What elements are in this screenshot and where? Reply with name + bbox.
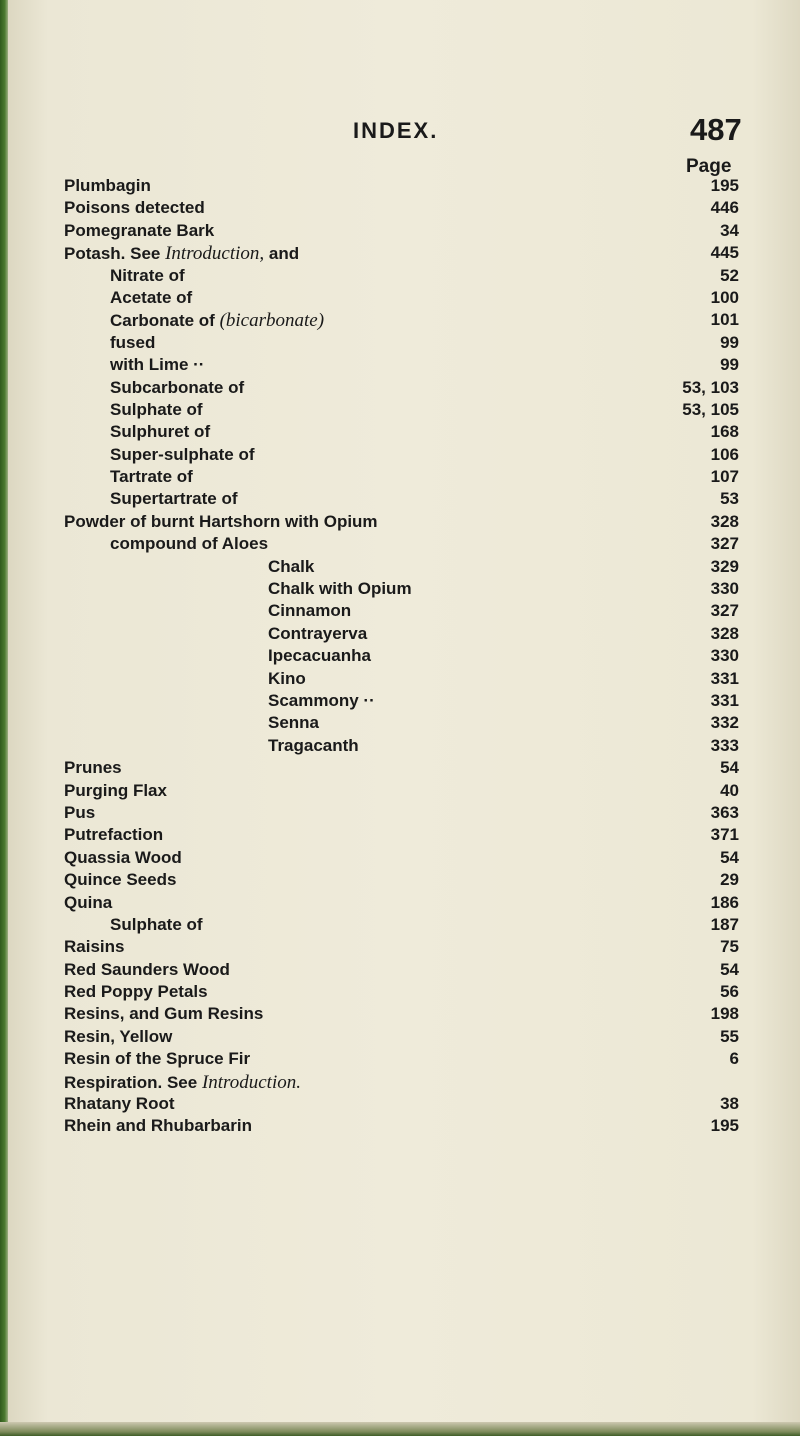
index-entry [0,646,800,668]
index-entry [0,893,800,915]
index-entry-label [64,870,176,890]
index-entry-label [64,1004,263,1024]
index-entry-page: 40 [720,780,739,800]
index-entry-label [64,243,299,265]
index-entry-label [64,1116,252,1136]
index-entry-label [268,713,319,733]
index-entry [0,1027,800,1049]
index-entry-label [110,266,185,286]
index-entry-page: 187 [710,914,739,934]
index-entry [0,422,800,444]
index-entry-page: 54 [720,959,739,979]
index-entry-label [268,579,412,599]
index-entry-page: 52 [720,265,739,285]
index-entry [0,1072,800,1094]
index-entry-label [268,601,351,621]
index-entry-text: Rhein and Rhubarbarin [64,1116,252,1136]
index-entry-text: Sulphate of [110,914,203,934]
index-entry [0,669,800,691]
index-entry-label [110,422,210,442]
index-entry-text: Nitrate of [110,265,185,285]
index-entry-text: Pus [64,802,96,822]
index-entry-italic-text: Introduction, [165,243,265,265]
index-entry-text: Sulphate of [110,399,203,419]
index-entry-text: Poisons detected [64,198,205,218]
index-entry-text: Ipecacuanha [268,646,371,666]
index-entry-text: Red Saunders Wood [64,959,230,979]
index-entry-page: 99 [720,332,739,352]
index-entry-text: Carbonate of [110,311,220,331]
index-entry-page: 198 [710,1004,739,1024]
index-entry [0,243,800,265]
index-entry-text: Powder of burnt Hartshorn with Opium [64,511,378,531]
index-entry-text: compound of Aloes [110,534,269,554]
index-entry-page: 54 [720,847,739,867]
index-entry-text: Red Poppy Petals [64,982,208,1002]
index-entry-label [64,1027,172,1047]
index-entry-page: 371 [710,825,739,845]
index-entry-text: Super-sulphate of [110,444,255,464]
index-entry [0,803,800,825]
index-entry [0,400,800,422]
index-entry-label [110,915,203,935]
index-entry-text: Quince Seeds [64,870,177,890]
index-entry-text: Raisins [64,937,125,957]
index-entry-label [110,333,155,353]
index-entry-page: 328 [710,623,739,643]
index-entry-text: Cinnamon [268,601,352,621]
index-entry-label [64,1094,175,1114]
index-entry [0,1094,800,1116]
index-entry-label [64,1072,301,1094]
index-entry-label [110,467,193,487]
index-entry-label [64,982,208,1002]
index-entry-label [110,310,324,332]
index-entry [0,601,800,623]
index-entry-text: Sulphuret of [110,422,211,442]
index-entry-text: Supertartrate of [110,489,238,509]
index-entry [0,691,800,713]
index-entry-page: 55 [720,1026,739,1046]
index-entry-label [64,848,182,868]
index-entry-text: Resin of the Spruce Fir [64,1049,251,1069]
index-entry [0,736,800,758]
index-entry-page: 327 [710,601,739,621]
index-entry-page: 107 [710,467,739,487]
index-entry-text: Contrayerva [268,623,368,643]
index-entry-text: Resin, Yellow [64,1026,173,1046]
index-entry-page: 53, 103 [682,377,739,397]
index-entry-page: 75 [720,937,739,957]
index-entry-label [64,1049,250,1069]
index-entry-text: Subcarbonate of [110,377,245,397]
index-entry-page: 38 [720,1094,739,1114]
index-entry-label [268,736,359,756]
index-entry-page: 445 [710,243,739,263]
index-entry-page: 54 [720,758,739,778]
index-entry-page: 195 [710,176,739,195]
index-entry-text: Quina [64,892,113,912]
index-entry [0,937,800,959]
index-entry [0,534,800,556]
index-entry-page: 106 [710,444,739,464]
index-entry [0,310,800,332]
index-entry-text: Potash. See [64,244,166,264]
index-entry-page: 331 [710,690,739,710]
index-entry-page: 330 [710,579,739,599]
index-entry-label [268,557,314,577]
index-entry-label [110,445,255,465]
index-entry-text: Rhatany Root [64,1094,175,1114]
index-entry [0,713,800,735]
index-entry-label [64,803,95,823]
index-entry [0,758,800,780]
index-entry-label [64,960,230,980]
index-entry-text-suffix: and [264,244,300,264]
index-entry-label [110,400,203,420]
index-entry-text: fused [110,332,156,352]
index-entry-page: 29 [720,870,739,890]
index-entry-text: Plumbagin [64,176,151,195]
index-entry [0,512,800,534]
index-entry-text: Tragacanth [268,735,359,755]
page-number: 487 [690,112,742,147]
index-entry [0,355,800,377]
index-entry-page: 327 [710,534,739,554]
index-entry-label [268,624,367,644]
index-entry-page: 101 [710,310,739,330]
index-entry-text: Resins, and Gum Resins [64,1004,264,1024]
index-entry-text: Scammony ·· [268,690,375,710]
index-entry-text: Prunes [64,758,122,778]
index-entry-text: Chalk [268,556,315,576]
index-entry-page: 329 [710,556,739,576]
index-entry-page: 186 [710,892,739,912]
index-entry-label [64,937,124,957]
index-entry-page: 99 [720,355,739,375]
index-entry [0,848,800,870]
index-entry-label [64,758,122,778]
index-entry-page: 34 [720,220,739,240]
index-entry-text: Tartrate of [110,467,193,487]
index-entry-label [64,893,112,913]
index-entry-label [110,489,238,509]
index-entry [0,489,800,511]
page-bottom-edge [0,1422,800,1436]
index-entry-page: 331 [710,668,739,688]
index-entry-label [64,781,167,801]
index-entry [0,557,800,579]
index-entry-text: Putrefaction [64,825,164,845]
index-entry [0,781,800,803]
index-entry [0,266,800,288]
index-entry-page: 330 [710,646,739,666]
index-entry-label [64,221,214,241]
index-entry-page: 328 [710,511,739,531]
index-entry-label [110,378,244,398]
index-entry [0,445,800,467]
index-entry-text: Senna [268,713,320,733]
page-column-heading: Page [686,156,732,177]
index-entry-label [64,825,163,845]
index-entry-text: Pomegranate Bark [64,220,215,240]
page-header [0,112,800,152]
index-entry-page: 363 [710,802,739,822]
index-entry-italic-text: (bicarbonate) [219,310,325,332]
index-entry-label [110,355,204,375]
index-entry-text: Kino [268,668,306,688]
index-entry-page: 446 [710,198,739,218]
index-entry [0,467,800,489]
index-entry [0,288,800,310]
index-entry-label [64,198,205,218]
index-entry-page: 168 [710,422,739,442]
index-entry-text: Respiration. See [64,1072,202,1092]
index-entry [0,198,800,220]
index-entry [0,1116,800,1138]
index-entry-label [268,646,371,666]
index-entry [0,1004,800,1026]
index-entry-label [268,669,306,689]
index-entry-italic-text: Introduction. [201,1071,301,1093]
running-head-title: INDEX. [353,118,439,143]
index-entry [0,1049,800,1071]
index-entry-page: 6 [729,1049,739,1069]
index-entry [0,960,800,982]
index-entry-list [0,176,800,1139]
index-entry-label [268,691,375,711]
index-entry-text: Acetate of [110,287,193,307]
index-entry [0,221,800,243]
index-entry [0,982,800,1004]
index-entry [0,870,800,892]
index-entry-page: 53 [720,489,739,509]
index-entry-text: with Lime ·· [110,355,205,375]
index-entry-page: 195 [710,1116,739,1136]
index-entry [0,624,800,646]
index-entry [0,915,800,937]
index-entry-label [110,534,268,554]
index-entry-text: Purging Flax [64,780,167,800]
index-entry-label [64,512,378,532]
index-entry-label [110,288,192,308]
index-entry-text: Chalk with Opium [268,579,412,599]
index-entry [0,579,800,601]
index-entry-label [64,176,151,196]
index-entry-page: 332 [710,713,739,733]
index-entry [0,825,800,847]
index-entry-page: 333 [710,735,739,755]
index-entry-page: 56 [720,982,739,1002]
index-entry-page: 53, 105 [682,399,739,419]
index-entry [0,378,800,400]
index-entry-page: 100 [710,287,739,307]
index-entry [0,333,800,355]
index-entry-text: Quassia Wood [64,847,182,867]
index-entry [0,176,800,198]
